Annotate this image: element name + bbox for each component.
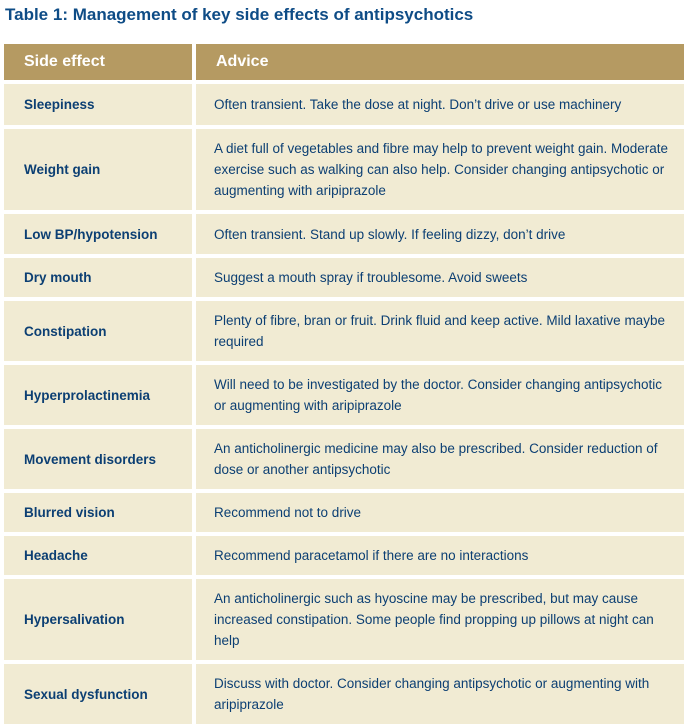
table-row xyxy=(4,579,684,660)
side-effect-cell: Sleepiness xyxy=(4,84,196,125)
column-header-side-effect: Side effect xyxy=(4,44,196,80)
table-row xyxy=(4,536,684,575)
table-row xyxy=(4,365,684,425)
table-header-row xyxy=(4,44,684,80)
side-effect-cell: Blurred vision xyxy=(4,493,196,532)
side-effect-cell: Dry mouth xyxy=(4,258,196,297)
side-effects-table xyxy=(4,40,684,728)
advice-cell: Often transient. Take the dose at night. Don’t drive or use machinery xyxy=(196,84,684,125)
table-row xyxy=(4,493,684,532)
table-row xyxy=(4,214,684,254)
table-row xyxy=(4,129,684,210)
table-row xyxy=(4,301,684,361)
side-effect-cell: Hyperprolactinemia xyxy=(4,365,196,425)
table-row xyxy=(4,664,684,724)
side-effect-cell: Hypersalivation xyxy=(4,579,196,660)
side-effect-cell: Low BP/hypotension xyxy=(4,214,196,254)
advice-cell: Often transient. Stand up slowly. If feeling dizzy, don’t drive xyxy=(196,214,684,254)
advice-cell: Will need to be investigated by the doctor. Consider changing antipsychotic or augmenting with aripiprazole xyxy=(196,365,684,425)
side-effect-cell: Movement disorders xyxy=(4,429,196,489)
advice-cell: Recommend paracetamol if there are no interactions xyxy=(196,536,684,575)
advice-cell: Discuss with doctor. Consider changing antipsychotic or augmenting with aripiprazole xyxy=(196,664,684,724)
advice-cell: Plenty of fibre, bran or fruit. Drink fluid and keep active. Mild laxative maybe required xyxy=(196,301,684,361)
table-row xyxy=(4,84,684,125)
table-title: Table 1: Management of key side effects of antipsychotics xyxy=(5,5,474,24)
advice-cell: Suggest a mouth spray if troublesome. Avoid sweets xyxy=(196,258,684,297)
side-effect-cell: Weight gain xyxy=(4,129,196,210)
side-effect-cell: Constipation xyxy=(4,301,196,361)
table-row xyxy=(4,258,684,297)
advice-cell: Recommend not to drive xyxy=(196,493,684,532)
advice-cell: A diet full of vegetables and fibre may help to prevent weight gain. Moderate exercise such as walking can also help. Consider changing antipsychotic or augmenting with aripiprazole xyxy=(196,129,684,210)
side-effect-cell: Sexual dysfunction xyxy=(4,664,196,724)
advice-cell: An anticholinergic medicine may also be prescribed. Consider reduction of dose or another antipsychotic xyxy=(196,429,684,489)
advice-cell: An anticholinergic such as hyoscine may be prescribed, but may cause increased constipation. Some people find propping up pillows at night can help xyxy=(196,579,684,660)
side-effect-cell: Headache xyxy=(4,536,196,575)
table-row xyxy=(4,429,684,489)
column-header-advice: Advice xyxy=(196,44,684,80)
